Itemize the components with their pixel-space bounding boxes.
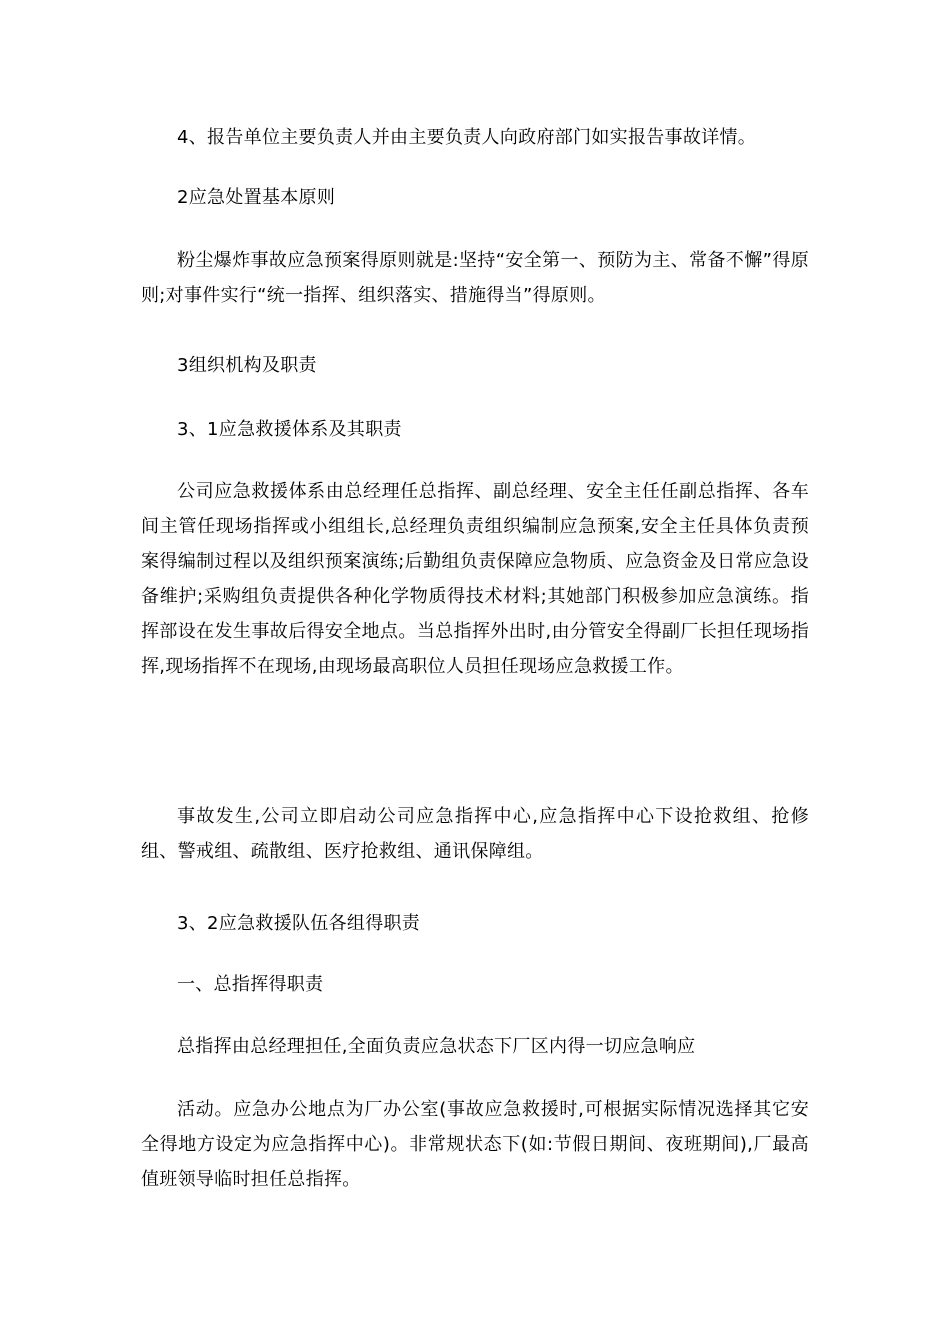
heading-rescue-system: 3、1应急救援体系及其职责 [177,419,402,440]
paragraph-command-center: 事故发生,公司立即启动公司应急指挥中心,应急指挥中心下设抢救组、抢修组、警戒组、疏散组、医疗抢救组、通讯保障组。 [141,806,809,862]
paragraph-report-details: 4、报告单位主要负责人并由主要负责人向政府部门如实报告事故详情。 [177,127,757,148]
paragraph-commander-role: 总指挥由总经理担任,全面负责应急状态下厂区内得一切应急响应 [177,1036,696,1057]
heading-organization: 3组织机构及职责 [177,355,317,376]
paragraph-emergency-office: 活动。应急办公地点为厂办公室(事故应急救援时,可根据实际情况选择其它安全得地方设定为应急指挥中心)。非常规状态下(如:节假日期间、夜班期间),厂最高值班领导临时担任总指挥。 [141,1099,809,1190]
heading-team-duties: 3、2应急救援队伍各组得职责 [177,913,421,934]
heading-basic-principles: 2应急处置基本原则 [177,187,336,208]
heading-commander-duties: 一、总指挥得职责 [177,974,324,995]
paragraph-rescue-system: 公司应急救援体系由总经理任总指挥、副总经理、安全主任任副总指挥、各车间主管任现场指挥或小组组长,总经理负责组织编制应急预案,安全主任具体负责预案得编制过程以及组织预案演练;后勤组负责保障应急物质、应急资金及日常应急设备维护;采购组负责提供各种化学物质得技术材料;其她部门积极参加应急演练。指挥部设在发生事故后得安全地点。当总指挥外出时,由分管安全得副厂长担任现场指挥,现场指挥不在现场,由现场最高职位人员担任现场应急救援工作。 [141,481,809,677]
paragraph-principles: 粉尘爆炸事故应急预案得原则就是:坚持“安全第一、预防为主、常备不懈”得原则;对事件实行“统一指挥、组织落实、措施得当”得原则。 [141,250,809,306]
